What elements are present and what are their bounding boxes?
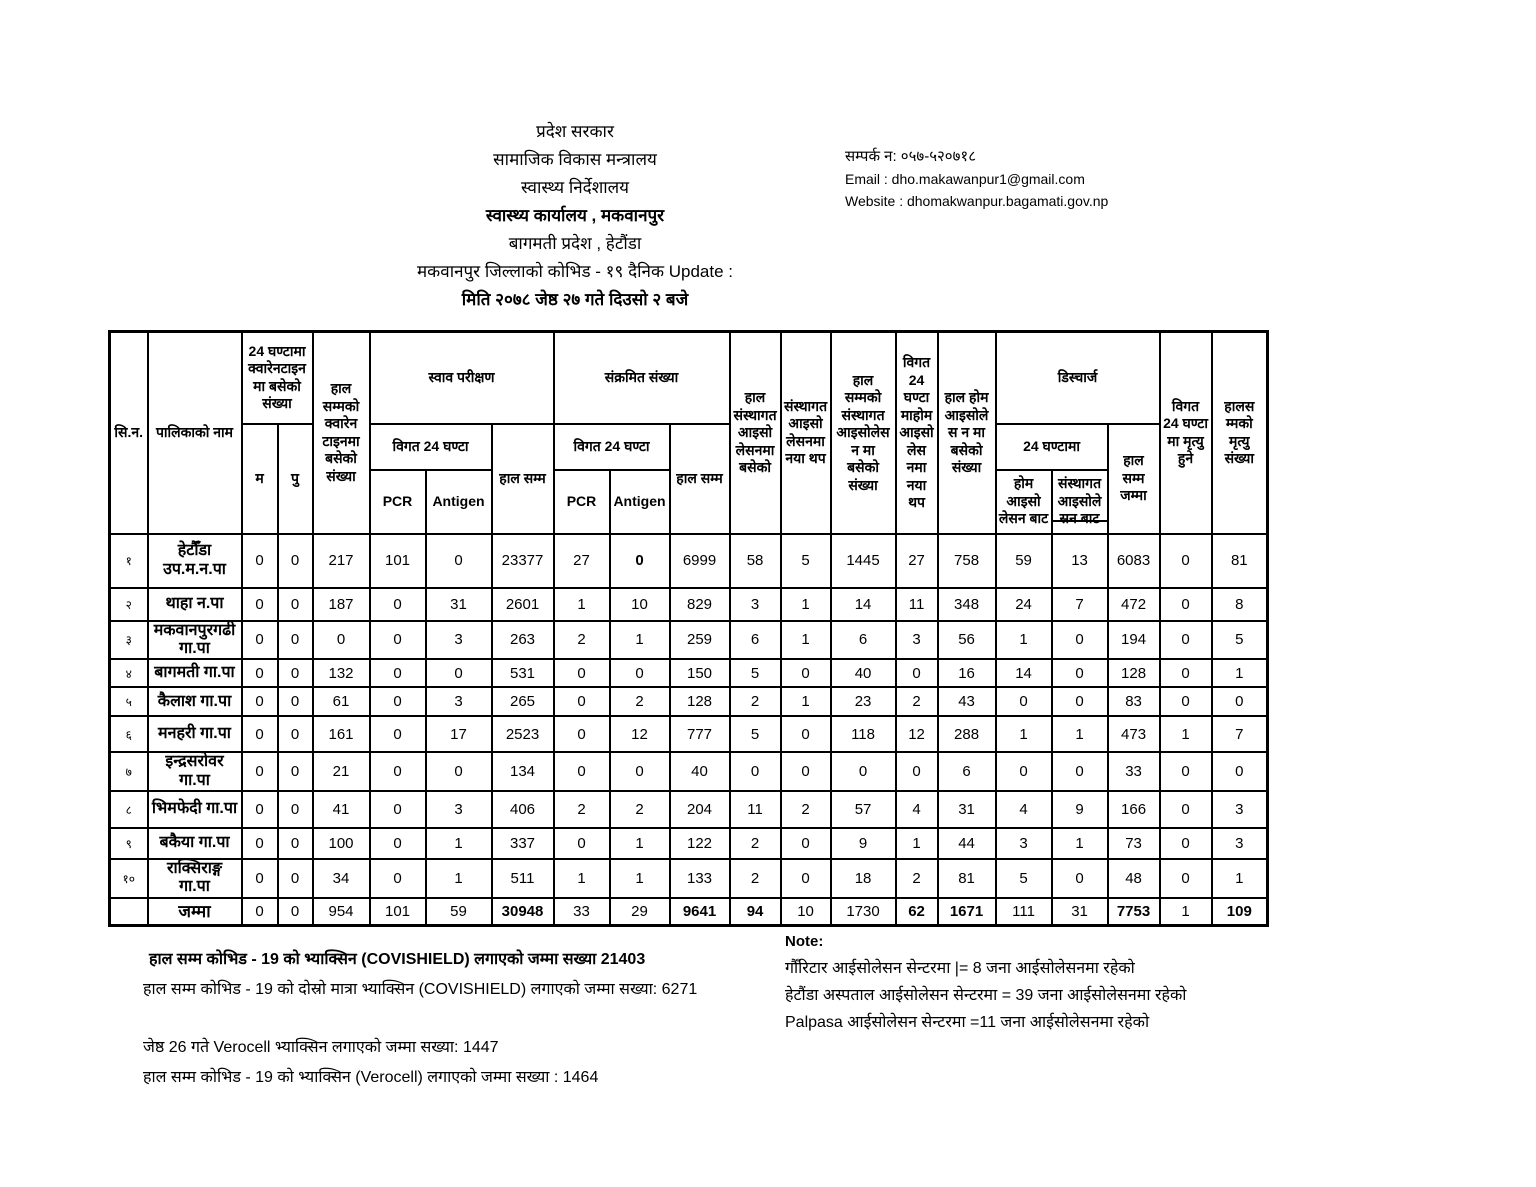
table-row [110,687,1268,716]
data-cell: 133 [670,859,730,898]
data-cell: 2 [896,859,938,898]
total-cell: 109 [1212,898,1268,926]
data-cell: 27 [896,534,938,588]
data-cell: 6083 [1108,534,1160,588]
contact-website: Website : dhomakwanpur.bagamati.gov.np [845,193,1109,209]
data-cell: 2 [781,791,831,828]
col-header-infected-till-now: हाल सम्म [670,424,730,534]
col-header-discharge-24h: 24 घण्टामा [996,424,1108,470]
col-header-swab-antigen: Antigen [426,470,492,534]
data-cell: 0 [554,687,610,716]
data-cell: 0 [370,752,426,791]
data-cell: 166 [1108,791,1160,828]
data-cell: 150 [670,659,730,687]
data-cell: 0 [1160,859,1212,898]
data-cell: 0 [1160,588,1212,621]
data-cell: 4 [996,791,1052,828]
total-cell: 7753 [1108,898,1160,926]
data-cell: 0 [370,588,426,621]
covid-table [108,330,1269,927]
data-cell: 43 [938,687,996,716]
data-cell: 1 [554,859,610,898]
data-cell: 0 [278,716,313,752]
data-cell: 24 [996,588,1052,621]
data-cell: 9 [1052,791,1108,828]
col-header-inst-isolation-total: हाल सम्मको संस्थागत आइसोलेसन मा बसेको संख्या [831,332,896,534]
data-cell: 0 [1212,687,1268,716]
table-row [110,534,1268,588]
col-header-death-total: हालस म्मको मृत्यु संख्या [1212,332,1268,534]
col-header-from-home-isolation: होम आइसो लेसन बाट [996,470,1052,534]
col-header-home-isolation-current: हाल होम आइसोलेस न मा बसेको संख्या [938,332,996,534]
serial-number: २ [110,588,148,621]
document-title-block [295,118,855,314]
col-header-swab-till-now: हाल सम्म [492,424,554,534]
serial-number: ४ [110,659,148,687]
data-cell: 0 [1052,621,1108,660]
data-cell: 48 [1108,859,1160,898]
data-cell: 61 [313,687,370,716]
col-header-from-inst-isolation: संस्थागत आइसोले सन बाट [1052,470,1108,534]
data-cell: 5 [996,859,1052,898]
data-cell: 0 [610,752,670,791]
data-cell: 0 [610,534,670,588]
total-row [110,898,1268,926]
data-cell: 11 [896,588,938,621]
data-cell: 0 [242,621,278,660]
data-cell: 777 [670,716,730,752]
isolation-notes [785,928,1186,1036]
data-cell: 0 [278,791,313,828]
data-cell: 0 [242,659,278,687]
data-cell: 1 [610,828,670,859]
municipality-name: इन्द्रसरोवर गा.पा [148,752,242,791]
data-cell: 0 [554,828,610,859]
total-cell: 29 [610,898,670,926]
data-cell: 3 [996,828,1052,859]
data-cell: 0 [1052,687,1108,716]
data-cell: 1 [1212,859,1268,898]
data-cell: 134 [492,752,554,791]
ministry-line: सामाजिक विकास मन्त्रालय [493,150,657,169]
total-cell: 62 [896,898,938,926]
data-cell: 0 [426,752,492,791]
col-header-discharge-total: हाल सम्म जम्मा [1108,424,1160,534]
data-cell: 5 [730,716,781,752]
data-cell: 0 [1052,752,1108,791]
municipality-name: मनहरी गा.पा [148,716,242,752]
col-header-male: म [242,424,278,534]
data-cell: 1 [1052,828,1108,859]
col-header-infected-pcr: PCR [554,470,610,534]
data-cell: 83 [1108,687,1160,716]
contact-phone: सम्पर्क न: ०५७-५२०७१८ [845,148,976,165]
data-cell: 1 [996,621,1052,660]
data-cell: 0 [610,659,670,687]
data-cell: 3 [896,621,938,660]
data-cell: 11 [730,791,781,828]
data-cell: 0 [554,716,610,752]
vaccine-note-verocell-total: हाल सम्म कोभिड - 19 को भ्याक्सिन (Verocell) लगाएको जम्मा सख्या : 1464 [143,1069,599,1086]
serial-number: ३ [110,621,148,660]
note-palpasa: Palpasa आईसोलेसन सेन्टरमा =11 जना आईसोलेसनमा रहेको [785,1014,1150,1031]
data-cell: 531 [492,659,554,687]
total-cell: 1671 [938,898,996,926]
data-cell: 0 [1052,859,1108,898]
municipality-name: भिमफेदी गा.पा [148,791,242,828]
serial-number: १ [110,534,148,588]
data-cell: 0 [896,752,938,791]
serial-number: ५ [110,687,148,716]
data-cell: 3 [1212,828,1268,859]
data-cell: 2601 [492,588,554,621]
vaccine-note-verocell-day: जेष्ठ 26 गते Verocell भ्याक्सिन लगाएको जम्मा सख्या: 1447 [143,1039,499,1056]
update-title-line: मकवानपुर जिल्लाको कोभिड - १९ दैनिक Update : [417,262,733,281]
data-cell: 59 [996,534,1052,588]
serial-number: ९ [110,828,148,859]
data-cell: 2 [730,859,781,898]
data-cell: 2 [610,687,670,716]
serial-number [110,898,148,926]
data-cell: 0 [313,621,370,660]
data-cell: 128 [1108,659,1160,687]
data-cell: 2 [896,687,938,716]
data-cell: 17 [426,716,492,752]
data-cell: 0 [426,659,492,687]
data-cell: 0 [242,534,278,588]
data-cell: 0 [1160,752,1212,791]
data-cell: 0 [1160,687,1212,716]
data-cell: 0 [278,752,313,791]
data-cell: 1 [996,716,1052,752]
municipality-name: कैलाश गा.पा [148,687,242,716]
total-cell: 0 [242,898,278,926]
data-cell: 6 [938,752,996,791]
data-cell: 2 [554,621,610,660]
data-cell: 0 [730,752,781,791]
col-header-infected-antigen: Antigen [610,470,670,534]
data-cell: 0 [242,859,278,898]
table-row [110,588,1268,621]
data-cell: 14 [831,588,896,621]
data-cell: 337 [492,828,554,859]
col-header-sn: सि.न. [110,332,148,534]
data-cell: 0 [370,791,426,828]
col-header-municipality: पालिकाको नाम [148,332,242,534]
data-cell: 263 [492,621,554,660]
data-cell: 1445 [831,534,896,588]
data-cell: 0 [242,588,278,621]
data-cell: 81 [1212,534,1268,588]
data-cell: 0 [1212,752,1268,791]
data-cell: 5 [730,659,781,687]
data-cell: 0 [242,828,278,859]
table-row [110,752,1268,791]
data-cell: 1 [896,828,938,859]
data-cell: 194 [1108,621,1160,660]
data-cell: 0 [896,659,938,687]
data-cell: 288 [938,716,996,752]
note-gauritar: गौँरिटार आईसोलेसन सेन्टरमा |= 8 जना आईसोलेसनमा रहेको [785,960,1135,977]
data-cell: 0 [781,828,831,859]
municipality-name: बागमती गा.पा [148,659,242,687]
data-cell: 128 [670,687,730,716]
total-cell: 31 [1052,898,1108,926]
directorate-line: स्वास्थ्य निर्देशालय [520,178,630,197]
col-header-inst-isolation-current: हाल संस्थागत आइसो लेसनमा बसेको [730,332,781,534]
data-cell: 9 [831,828,896,859]
data-cell: 0 [370,859,426,898]
data-cell: 3 [1212,791,1268,828]
table-row [110,621,1268,660]
data-cell: 829 [670,588,730,621]
municipality-name: मकवानपुरगढी गा.पा [148,621,242,660]
data-cell: 0 [242,752,278,791]
office-line: स्वास्थ्य कार्यालय , मकवानपुर [485,206,665,225]
total-cell: 954 [313,898,370,926]
serial-number: ८ [110,791,148,828]
table-body [110,534,1268,926]
data-cell: 132 [313,659,370,687]
total-cell: 111 [996,898,1052,926]
data-cell: 0 [996,752,1052,791]
data-cell: 187 [313,588,370,621]
data-cell: 0 [781,659,831,687]
data-cell: 101 [370,534,426,588]
data-cell: 1 [426,828,492,859]
data-cell: 0 [781,752,831,791]
data-cell: 6 [730,621,781,660]
data-cell: 0 [1160,659,1212,687]
data-cell: 1 [610,621,670,660]
data-cell: 204 [670,791,730,828]
col-group-infected-count: संक्रमित संख्या [554,332,730,424]
data-cell: 13 [1052,534,1108,588]
data-cell: 0 [370,687,426,716]
data-cell: 12 [610,716,670,752]
date-line: मिति २०७८ जेष्ठ २७ गते दिउसो २ बजे [461,290,689,309]
vaccine-note-covishield-first: हाल सम्म कोभिड - 19 को भ्याक्सिन (COVISHIELD) लगाएको जम्मा सख्या 21403 [149,951,646,968]
data-cell: 6 [831,621,896,660]
data-cell: 14 [996,659,1052,687]
data-cell: 511 [492,859,554,898]
data-cell: 1 [1160,716,1212,752]
total-cell: 101 [370,898,426,926]
data-cell: 7 [1212,716,1268,752]
data-cell: 6999 [670,534,730,588]
col-header-death-24h: विगत 24 घण्टा मा मृत्यु हुने [1160,332,1212,534]
data-cell: 0 [370,716,426,752]
data-cell: 0 [781,716,831,752]
note-hetauda-hospital: हेटौंडा अस्पताल आईसोलेसन सेन्टरमा = 39 जना आईसोलेसनमा रहेको [785,987,1187,1004]
data-cell: 2 [554,791,610,828]
data-cell: 0 [278,659,313,687]
data-cell: 58 [730,534,781,588]
data-cell: 33 [1108,752,1160,791]
col-group-swab-test: स्वाव परीक्षण [370,332,554,424]
table-row [110,791,1268,828]
data-cell: 0 [1160,791,1212,828]
data-cell: 2 [730,828,781,859]
col-header-swab-last-24h: विगत 24 घण्टा [370,424,492,470]
municipality-name: थाहा न.पा [148,588,242,621]
data-cell: 100 [313,828,370,859]
vaccine-notes [143,948,697,1090]
data-cell: 0 [278,534,313,588]
data-cell: 1 [781,621,831,660]
data-cell: 81 [938,859,996,898]
municipality-name: बकैया गा.पा [148,828,242,859]
total-cell: 9641 [670,898,730,926]
govt-line: प्रदेश सरकार [536,122,614,141]
data-cell: 118 [831,716,896,752]
data-cell: 1 [1212,659,1268,687]
data-cell: 3 [426,791,492,828]
total-cell: 1730 [831,898,896,926]
data-cell: 0 [370,659,426,687]
contact-block [845,146,1108,212]
data-cell: 3 [426,621,492,660]
data-cell: 40 [831,659,896,687]
data-cell: 0 [831,752,896,791]
col-header-quarantine-total: हाल सम्मको क्वारेन टाइनमा बसेको संख्या [313,332,370,534]
col-header-home-isolation-new-24h: विगत 24 घण्टामाहोम आइसोलेस नमा नया थप [896,332,938,534]
data-cell: 265 [492,687,554,716]
total-cell: 1 [1160,898,1212,926]
data-cell: 21 [313,752,370,791]
province-line: बागमती प्रदेश , हेटौंडा [508,234,642,253]
total-cell: 30948 [492,898,554,926]
data-cell: 3 [426,687,492,716]
data-cell: 73 [1108,828,1160,859]
total-cell: 94 [730,898,781,926]
data-cell: 1 [554,588,610,621]
municipality-name: राक्सिराङ्ग गा.पा [148,859,242,898]
data-cell: 0 [554,659,610,687]
municipality-name: हेटौँडा उप.म.न.पा [148,534,242,588]
data-cell: 27 [554,534,610,588]
data-cell: 0 [370,621,426,660]
data-cell: 16 [938,659,996,687]
data-cell: 0 [996,687,1052,716]
data-cell: 23 [831,687,896,716]
data-cell: 31 [426,588,492,621]
table-row [110,716,1268,752]
data-cell: 0 [278,687,313,716]
col-header-swab-pcr: PCR [370,470,426,534]
table-row [110,859,1268,898]
serial-number: ७ [110,752,148,791]
data-cell: 3 [730,588,781,621]
note-title: Note: [785,933,824,950]
data-cell: 34 [313,859,370,898]
contact-email: Email : dho.makawanpur1@gmail.com [845,171,1085,187]
data-cell: 10 [610,588,670,621]
data-cell: 5 [781,534,831,588]
data-cell: 1 [426,859,492,898]
total-cell: 59 [426,898,492,926]
data-cell: 57 [831,791,896,828]
data-cell: 0 [370,828,426,859]
data-cell: 23377 [492,534,554,588]
data-cell: 217 [313,534,370,588]
data-cell: 8 [1212,588,1268,621]
total-cell: 10 [781,898,831,926]
data-cell: 40 [670,752,730,791]
data-cell: 0 [242,687,278,716]
data-cell: 5 [1212,621,1268,660]
data-cell: 0 [278,621,313,660]
data-cell: 0 [781,859,831,898]
data-cell: 12 [896,716,938,752]
data-cell: 4 [896,791,938,828]
col-header-female: पु [278,424,313,534]
col-group-quarantine-24h: 24 घण्टामा क्वारेनटाइनमा बसेको संख्या [242,332,313,424]
data-cell: 0 [242,716,278,752]
data-cell: 0 [426,534,492,588]
data-cell: 0 [554,752,610,791]
serial-number: ६ [110,716,148,752]
data-cell: 259 [670,621,730,660]
col-header-infected-last-24h: विगत 24 घण्टा [554,424,670,470]
serial-number: १० [110,859,148,898]
col-header-inst-isolation-new: संस्थागत आइसो लेसनमा नया थप [781,332,831,534]
data-cell: 1 [781,687,831,716]
data-cell: 0 [278,859,313,898]
data-cell: 41 [313,791,370,828]
data-cell: 7 [1052,588,1108,621]
data-cell: 2 [610,791,670,828]
data-cell: 348 [938,588,996,621]
data-cell: 0 [1160,828,1212,859]
data-cell: 161 [313,716,370,752]
data-cell: 1 [781,588,831,621]
data-cell: 0 [242,791,278,828]
data-cell: 0 [278,828,313,859]
table-row [110,659,1268,687]
col-group-discharge: डिस्चार्ज [996,332,1160,424]
data-cell: 18 [831,859,896,898]
data-cell: 758 [938,534,996,588]
data-cell: 472 [1108,588,1160,621]
data-cell: 122 [670,828,730,859]
data-cell: 0 [1160,534,1212,588]
data-cell: 0 [1160,621,1212,660]
data-cell: 56 [938,621,996,660]
vaccine-note-covishield-second: हाल सम्म कोभिड - 19 को दोस्रो मात्रा भ्याक्सिन (COVISHIELD) लगाएको जम्मा सख्या: 6271 [143,981,698,998]
data-cell: 2 [730,687,781,716]
data-cell: 44 [938,828,996,859]
data-cell: 31 [938,791,996,828]
data-cell: 1 [610,859,670,898]
data-cell: 473 [1108,716,1160,752]
table-row [110,828,1268,859]
data-cell: 0 [1052,659,1108,687]
data-cell: 1 [1052,716,1108,752]
total-cell: 0 [278,898,313,926]
total-cell: 33 [554,898,610,926]
data-cell: 0 [278,588,313,621]
data-cell: 2523 [492,716,554,752]
total-label: जम्मा [148,898,242,926]
data-cell: 406 [492,791,554,828]
